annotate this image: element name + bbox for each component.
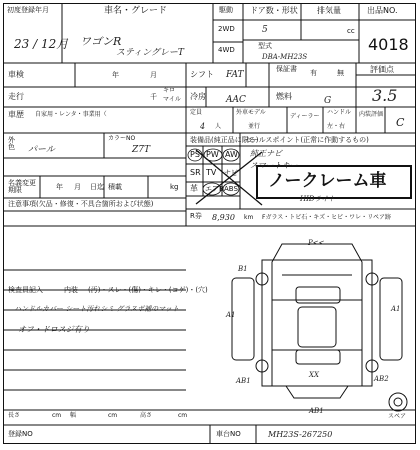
shaken-year-unit: 年: [112, 71, 119, 79]
sales-point-label: セールスポイント(正常に作動するもの): [245, 136, 369, 144]
doors-label: ドア数・形状: [250, 6, 298, 15]
history-options: 自家用・レンタ・事業用（: [35, 111, 107, 118]
displacement-label: 排気量: [317, 6, 341, 15]
reg-no-label: 登録NO: [8, 430, 33, 438]
shaken-label: 車検: [8, 70, 24, 79]
title-change-month-unit: 月: [74, 183, 81, 191]
equipment-aw: AW: [225, 150, 238, 159]
doors-value: 5: [262, 25, 268, 35]
length-label: 長さ: [8, 412, 21, 419]
fuel-value: G: [324, 96, 332, 106]
diagram-label-a1-left: A1: [226, 311, 236, 319]
fuel-label: 燃料: [276, 92, 292, 101]
diagram-label-b1: B1: [238, 265, 248, 273]
equipment-tv: TV: [206, 168, 217, 177]
cc-unit: cc: [347, 27, 355, 35]
title-change-year-unit: 年: [56, 183, 63, 191]
first-reg-label: 初度登録年月: [7, 6, 49, 14]
chassis-label: 車台NO: [216, 430, 241, 438]
equipment-abs: ABS: [224, 185, 238, 193]
sales-point-1: 純正ナビ: [250, 149, 282, 158]
interior-score-value: C: [396, 116, 405, 129]
no-claim-stamp-text: ノークレーム車: [268, 171, 387, 191]
import-model-label: 外車モデル: [236, 109, 266, 116]
sales-point-3: HIDライト: [300, 195, 336, 203]
handle-value: 左・右: [327, 123, 346, 130]
warranty-no: 無: [337, 69, 344, 77]
color-value: パール: [28, 145, 55, 155]
inspector-label: 検査員記入: [8, 286, 43, 294]
ac-label: 冷房: [190, 92, 206, 101]
history-label: 車歴: [8, 110, 24, 119]
car-grade-value: スティングレーT: [116, 48, 184, 58]
color-no-value: Z7T: [132, 145, 150, 155]
drive-label: 駆動: [219, 6, 233, 14]
interior-check-items: (汚)・スレ・(傷)・キレ・(コゲ)・(穴): [88, 286, 208, 294]
interior-check-label: 内装: [64, 286, 78, 294]
equipment-sr: SR: [190, 168, 201, 177]
equipment-leather: 革: [190, 184, 198, 193]
diagram-label-front: P<<: [308, 239, 325, 247]
lot-label: 出品NO.: [367, 6, 398, 15]
equipment-pw: PW: [206, 150, 219, 159]
car-name-value: ワゴンR: [80, 35, 122, 48]
thousand-unit: 千: [150, 93, 157, 101]
import-model-value: 並行: [248, 123, 261, 130]
capacity-label: 定員: [190, 109, 203, 116]
chassis-value: MH23S-267250: [268, 430, 333, 439]
height-label: 高さ: [140, 412, 153, 419]
warranty-label: 保証書: [276, 65, 297, 73]
load-kg-unit: kg: [170, 183, 179, 191]
height-cm: cm: [178, 412, 188, 419]
equipment-navi: ナビ: [224, 169, 238, 177]
model-value: DBA-MH23S: [262, 53, 308, 61]
mile-unit: マイル: [163, 96, 181, 103]
diagram-label-ab1-left: AB1: [236, 377, 251, 385]
r-ticket-value: 8,930: [212, 213, 235, 222]
interior-score-label: 内装評価: [359, 111, 384, 118]
dealer-label: ディーラー: [290, 113, 320, 120]
km-unit: キロ: [163, 87, 176, 94]
drive-4wd: 4WD: [218, 46, 235, 54]
inspector-note-1: ハンドルカバー シート汚れシミ グラスボ補のマット: [14, 305, 179, 313]
length-cm: cm: [52, 412, 62, 419]
title-change-day-unit: 日迄: [90, 183, 104, 191]
diagram-label-xx: XX: [309, 371, 319, 379]
warranty-yes: 有: [310, 69, 317, 77]
width-label: 幅: [70, 412, 77, 419]
capacity-unit: 人: [215, 123, 222, 130]
diagram-label-ab2: AB2: [374, 375, 389, 383]
glass-label: Fガラス・トビ石・キズ・ヒビ・ワレ・リペア跡: [262, 214, 392, 221]
equipment-ps: PS: [190, 150, 200, 159]
shaken-month-unit: 月: [150, 71, 157, 79]
inspector-note-2: オフ・ドロスジ有り: [18, 325, 90, 334]
r-ticket-label: R券: [190, 212, 202, 220]
handle-label: ハンドル: [327, 109, 352, 116]
mileage-label: 走行: [8, 92, 24, 101]
capacity-value: 4: [200, 122, 206, 131]
width-cm: cm: [108, 412, 118, 419]
ac-value: AAC: [226, 95, 246, 105]
color-label: 外色: [8, 136, 15, 151]
spare-label: スペア: [388, 413, 407, 420]
remarks-label: 注意事項(欠品・修復・不具合箇所および状態): [8, 200, 154, 208]
diagram-label-a1-right: A1: [391, 305, 401, 313]
drive-2wd: 2WD: [218, 25, 235, 33]
score-value: 3.5: [372, 86, 398, 105]
title-change-label: 名義変更期限: [8, 179, 36, 194]
first-reg-value: 23 / 12月: [14, 37, 69, 51]
load-label: 積載: [108, 183, 122, 191]
diagram-label-ab1-rear: AB1: [309, 407, 324, 415]
equipment-airbag: エアB: [205, 185, 224, 193]
color-no-label: カラーNO: [108, 135, 136, 142]
no-claim-stamp: [256, 165, 412, 199]
r-ticket-unit: km: [244, 214, 254, 221]
sales-point-2: スマートキー: [250, 161, 298, 170]
equipment-label: 装備品(純正品に限る): [190, 136, 259, 144]
car-name-label: 車名・グレード: [104, 6, 168, 16]
shift-label: シフト: [190, 70, 214, 79]
score-label: 評価点: [370, 65, 394, 74]
lot-number: 4018: [368, 35, 409, 54]
shift-value: FAT: [226, 70, 244, 80]
model-label: 型式: [258, 42, 272, 50]
